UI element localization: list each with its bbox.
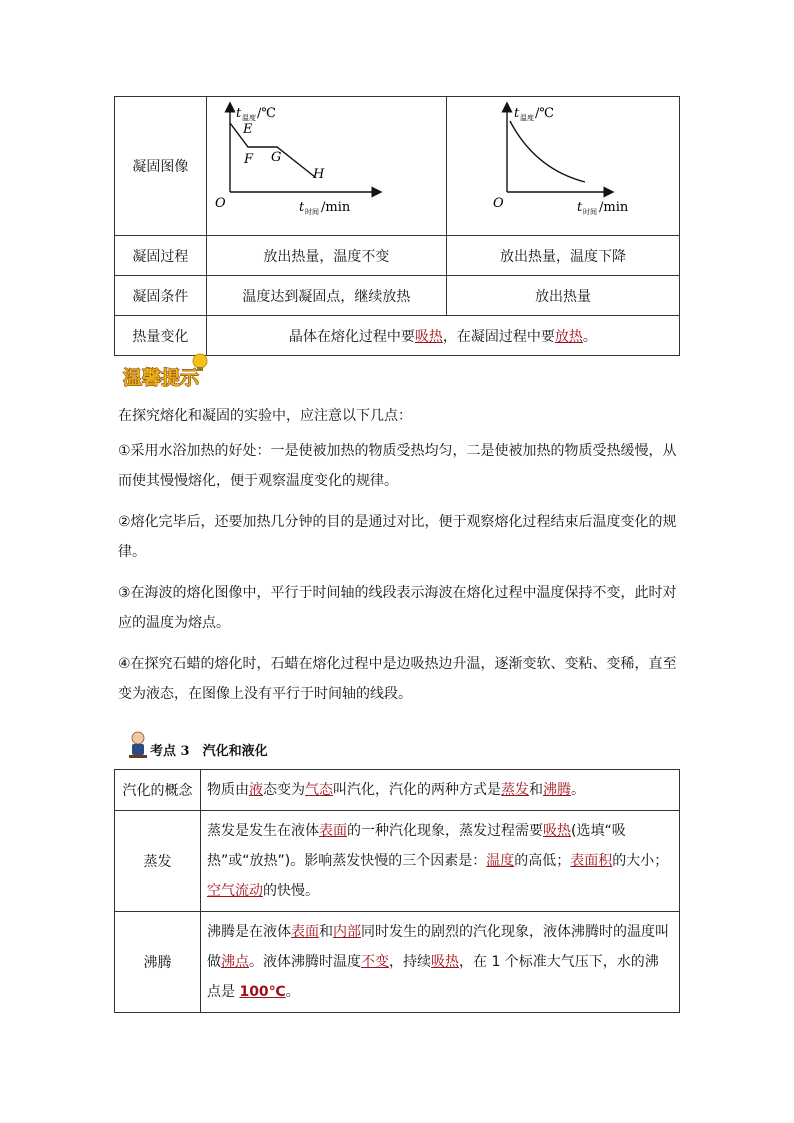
y-axis-sub: 温度 <box>519 114 534 122</box>
crystal-graph-cell <box>206 97 446 236</box>
heat-blank-absorb: 吸热 <box>414 328 443 345</box>
heat-text-b: ，在凝固过程中要 <box>442 328 555 345</box>
blank-interior: 内部 <box>333 924 361 940</box>
row-label-evaporation: 蒸发 <box>115 811 201 912</box>
tip-item-1: ①采用水浴加热的好处：一是使被加热的物质受热均匀，二是使被加热的物质受热缓慢，从而使其慢慢熔化，便于观察温度变化的规律。 <box>118 443 677 489</box>
boiling-row <box>115 912 680 1013</box>
blank-boiling: 沸腾 <box>543 782 571 798</box>
vaporization-table <box>114 769 680 1013</box>
blank-absorb-heat-2: 吸热 <box>431 954 459 970</box>
y-axis-sub: 温度 <box>241 114 256 122</box>
concept-row <box>115 770 680 811</box>
row-label-process: 凝固过程 <box>115 236 207 276</box>
crystal-solidify-graph <box>207 97 444 231</box>
blank-surface-area: 表面积 <box>570 853 613 869</box>
heat-change-text <box>206 316 679 356</box>
tip-item-2: ②熔化完毕后，还要加热几分钟的目的是通过对比，便于观察熔化过程结束后温度变化的规律。 <box>118 514 677 560</box>
x-axis-unit: /min <box>320 200 351 215</box>
cooling-curve-amorphous <box>510 121 585 182</box>
tip-item-3: ③在海波的熔化图像中，平行于时间轴的线段表示海波在熔化过程中温度保持不变，此时对应的温度为熔点。 <box>118 585 677 631</box>
point-G: G <box>270 150 282 165</box>
x-axis-label: t <box>298 200 305 215</box>
boiling-text: 沸腾是在液体表面和内部同时发生的剧烈的汽化现象，液体沸腾时的温度叫做沸点。液体沸腾时温度不变，持续吸热，在 1 个标准大气压下，水的沸点是 100℃。 <box>201 912 680 1013</box>
amorphous-condition: 放出热量 <box>446 276 679 316</box>
crystal-condition: 温度达到凝固点，继续放热 <box>206 276 446 316</box>
blank-boiling-point: 沸点 <box>221 954 249 970</box>
row-label-concept: 汽化的概念 <box>115 770 201 811</box>
row-label-heat: 热量变化 <box>115 316 207 356</box>
tip-item-4: ④在探究石蜡的熔化时，石蜡在熔化过程中是边吸热边升温，逐渐变软、变粘、变稀，直至变为液态，在图像上没有平行于时间轴的线段。 <box>118 656 677 702</box>
evaporation-text: 蒸发是发生在液体表面的一种汽化现象，蒸发过程需要吸热(选填“吸热”或“放热”)。影响蒸发快慢的三个因素是：温度的高低；表面积的大小；空气流动的快慢。 <box>201 811 680 912</box>
point-E: E <box>242 122 253 137</box>
evaporation-row <box>115 811 680 912</box>
blank-surface: 表面 <box>319 823 347 839</box>
heat-blank-release: 放热 <box>554 328 583 345</box>
solidify-table <box>114 96 680 356</box>
blank-surface-2: 表面 <box>291 924 319 940</box>
heat-text-c: 。 <box>582 328 597 345</box>
tips-badge-art <box>120 352 216 392</box>
blank-gas: 气态 <box>305 782 333 798</box>
blank-absorb-heat: 吸热 <box>543 823 571 839</box>
section-title: 考点 3 汽化和液化 <box>150 744 268 759</box>
x-axis-sub: 时间 <box>582 208 597 216</box>
process-row <box>115 236 680 276</box>
crystal-process: 放出热量，温度不变 <box>206 236 446 276</box>
tips-badge <box>120 352 216 392</box>
blank-air-flow: 空气流动 <box>207 883 263 899</box>
tips-intro: 在探究熔化和凝固的实验中，应注意以下几点： <box>118 408 412 424</box>
y-axis-unit: /℃ <box>256 106 276 121</box>
lightbulb-icon <box>193 354 207 368</box>
tips-section <box>118 401 678 720</box>
y-axis-label: t <box>235 106 242 121</box>
blank-evaporation: 蒸发 <box>501 782 529 798</box>
amorphous-graph-cell <box>446 97 679 236</box>
y-axis-label: t <box>513 106 520 121</box>
point-H: H <box>312 167 325 182</box>
condition-row <box>115 276 680 316</box>
origin-label: O <box>214 196 226 211</box>
teacher-figure-icon <box>128 730 148 760</box>
row-label-boiling: 沸腾 <box>115 912 201 1013</box>
blank-liquid: 液 <box>249 782 263 798</box>
row-label-graph: 凝固图像 <box>115 97 207 236</box>
tips-badge-text: 温馨提示 <box>123 367 200 389</box>
x-axis-sub: 时间 <box>304 208 319 216</box>
x-axis-unit: /min <box>598 200 629 215</box>
row-label-condition: 凝固条件 <box>115 276 207 316</box>
blank-unchanged: 不变 <box>361 954 389 970</box>
blank-temperature: 温度 <box>486 853 515 869</box>
amorphous-solidify-graph <box>447 97 677 231</box>
amorphous-process: 放出热量，温度下降 <box>446 236 679 276</box>
heat-text-a: 晶体在熔化过程中要 <box>288 328 415 345</box>
point-F: F <box>243 152 253 167</box>
y-axis-unit: /℃ <box>534 106 554 121</box>
graph-row <box>115 97 680 236</box>
heat-row <box>115 316 680 356</box>
blank-100c: 100℃ <box>239 984 286 1000</box>
origin-label: O <box>492 196 504 211</box>
x-axis-label: t <box>576 200 583 215</box>
concept-text: 物质由液态变为气态叫汽化，汽化的两种方式是蒸发和沸腾。 <box>201 770 680 811</box>
